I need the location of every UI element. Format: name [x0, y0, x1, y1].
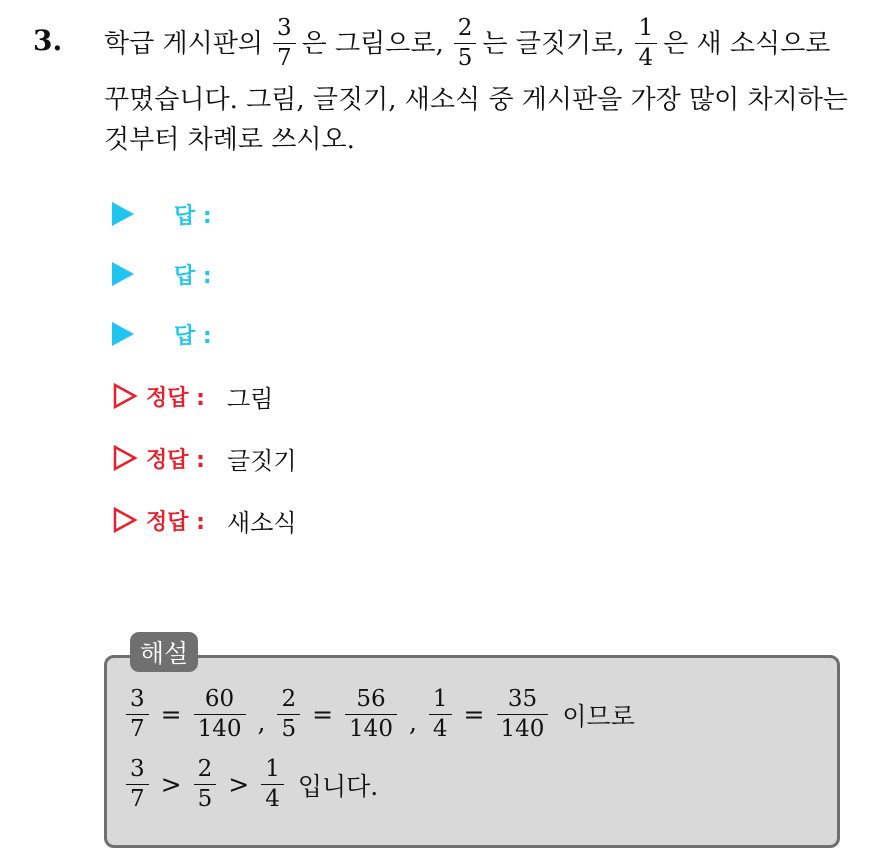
comma: ,	[257, 708, 266, 737]
answer-label: 답 :	[174, 323, 212, 349]
answer-row[interactable]	[112, 256, 212, 292]
numerator: 35	[507, 686, 538, 712]
numerator: 3	[276, 15, 292, 41]
outline-triangle-icon	[112, 383, 138, 409]
comma: ,	[408, 708, 417, 737]
fraction	[194, 758, 217, 811]
greater-than-sign: >	[160, 770, 182, 799]
numerator: 2	[281, 686, 297, 712]
greater-than-sign: >	[228, 770, 250, 799]
numerator: 3	[130, 756, 145, 782]
play-triangle-icon	[112, 202, 134, 226]
numerator: 1	[432, 686, 448, 712]
equals-sign: =	[463, 700, 485, 729]
question-text: 은 그림으로,	[301, 28, 444, 59]
numerator: 2	[457, 15, 473, 41]
answer-label: 답 :	[174, 263, 212, 289]
fraction	[635, 17, 658, 70]
numerator: 60	[204, 686, 235, 712]
correct-value: 새소식	[226, 508, 297, 537]
denominator: 140	[345, 714, 397, 741]
correct-label: 정답 :	[146, 447, 205, 473]
play-triangle-icon	[112, 322, 134, 346]
denominator: 7	[273, 43, 296, 70]
denominator: 7	[126, 784, 149, 811]
equals-sign: =	[160, 700, 182, 729]
fraction	[261, 758, 284, 811]
numerator: 3	[130, 686, 145, 712]
solution-tab: 해설	[130, 632, 198, 672]
denominator: 5	[277, 714, 300, 741]
question-line-2: 꾸몄습니다. 그림, 글짓기, 새소식 중 게시판을 가장 많이 차지하는	[104, 85, 848, 115]
fraction	[429, 688, 452, 741]
question-text: 은 새 소식으로	[663, 28, 831, 59]
outline-triangle-icon	[112, 445, 138, 471]
solution-line-2	[126, 758, 378, 811]
numerator: 1	[638, 15, 654, 41]
denominator: 5	[194, 784, 217, 811]
answer-label: 답 :	[174, 203, 212, 229]
numerator: 2	[197, 756, 213, 782]
equals-sign: =	[312, 700, 334, 729]
play-triangle-icon	[112, 262, 134, 286]
question-text: 학급 게시판의	[104, 28, 263, 59]
denominator: 4	[261, 784, 284, 811]
fraction	[497, 688, 549, 741]
correct-answer-row	[112, 378, 273, 414]
question-line-3: 것부터 차례로 쓰시오.	[104, 125, 355, 155]
question-text: 는 글짓기로,	[482, 28, 625, 59]
fraction	[454, 17, 477, 70]
fraction	[194, 688, 246, 741]
numerator: 1	[265, 756, 280, 782]
denominator: 140	[497, 714, 549, 741]
fraction	[126, 688, 149, 741]
denominator: 140	[194, 714, 246, 741]
fraction	[273, 17, 296, 70]
correct-answer-row	[112, 440, 297, 476]
solution-text: 이므로	[562, 701, 635, 731]
solution-box	[104, 655, 840, 848]
correct-label: 정답 :	[146, 509, 205, 535]
correct-answer-row	[112, 502, 297, 538]
denominator: 5	[454, 43, 477, 70]
fraction	[277, 688, 300, 741]
denominator: 7	[126, 714, 149, 741]
correct-label: 정답 :	[146, 385, 205, 411]
solution-line-1	[126, 688, 635, 741]
outline-triangle-icon	[112, 507, 138, 533]
fraction	[345, 688, 397, 741]
correct-value: 그림	[226, 384, 274, 413]
numerator: 56	[356, 686, 386, 712]
question-number: 3.	[33, 24, 63, 57]
denominator: 4	[635, 43, 658, 70]
answer-row[interactable]	[112, 316, 212, 352]
denominator: 4	[429, 714, 452, 741]
correct-value: 글짓기	[226, 446, 297, 475]
fraction	[126, 758, 149, 811]
solution-text: 입니다.	[297, 771, 379, 801]
answer-row[interactable]	[112, 196, 212, 232]
question-line-1	[104, 17, 830, 70]
